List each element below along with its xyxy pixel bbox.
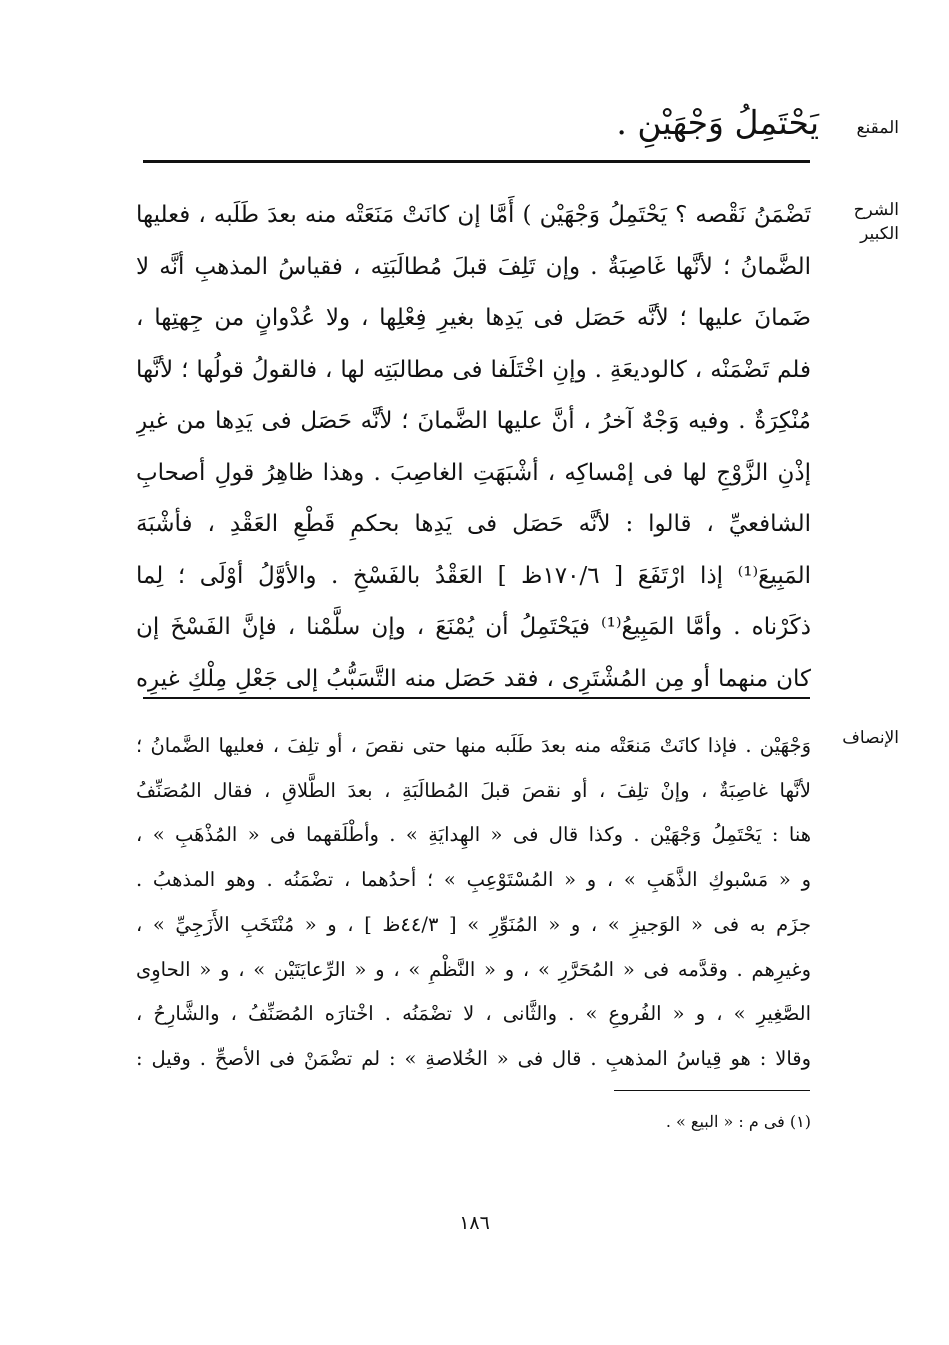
insaf-line: لأنَّها غاصِبَةٌ ، وإنْ تلِفَ ، أو نقصَ قبلَ المُطالَبَةِ ، بعدَ الطَّلاقِ ، فقال المُصَنِّفُ (136, 778, 811, 802)
header-section-label: المقنع (856, 118, 899, 138)
insaf-text (136, 724, 811, 1082)
insaf-line: الصَّغِيرِ » ، و « الفُروعِ » . والثَّانى ، لا تضْمَنُه . اخْتارَه المُصَنِّفُ ، والشَّارِحُ ، (136, 1002, 811, 1026)
sharh-line: المَبِيعَ⁽¹⁾ إذا ارْتَفَعَ [ ١٧٠/٦ظ ] العَقْدُ بالفَسْخِ . والأوَّلُ أوْلَى ؛ لِما (136, 562, 811, 589)
insaf-line: هنا : يَحْتَمِلُ وَجْهَيْن . وكذا قال فى « الهِدايَةِ » . وأطْلَقهما فى « المُذْهَبِ » ، (136, 823, 811, 847)
header-rule (143, 160, 810, 163)
insaf-line: و « مَسْبوكِ الذَّهَبِ » ، و « المُسْتَوْعِبِ » ؛ أحدُهما ، تضْمَنُه . وهو المذهبُ . (136, 868, 811, 892)
insaf-line: وغيرِهم . وقدَّمه فى « المُحَرَّرِ » ، و « النَّظْمِ » ، و « الرِّعايَتَيْن » ، و « الحاوِى (136, 957, 811, 981)
sharh-line: كان منهما أو مِن المُشْتَرِى ، فقد حَصَل منه التَّسَبُّبُ إلى جَعْلِ مِلْكِ غيرِه (136, 665, 811, 692)
insaf-label: الإنصاف (842, 728, 899, 748)
sharh-line: تَضْمَنُ نَقْصه ؟ يَحْتَمِلُ وَجْهَيْن ) أَمَّا إن كانَتْ مَنَعَتْه منه بعدَ طَلَبه ، فعليها (136, 202, 811, 228)
insaf-line: جزَم به فى « الوَجيزِ » ، و « المُنَوِّرِ » [ ٤٤/٣ظ ] ، و « مُنْتَخَبِ الأَزَجِيِّ » ، (136, 912, 811, 936)
sharh-line: الضَّمانُ ؛ لأنَّها غَاصِبَةٌ . وإن تَلِفَ قبلَ مُطالَبَتِه ، فقياسُ المذهبِ أنَّه لا (136, 253, 811, 280)
sharh-text (136, 190, 811, 705)
sharh-line: فلم تَضْمَنْه ، كالوديعَةِ . وإنِ اخْتَلَفا فى مطالبَتِه لها ، فالقولُ قولُها ؛ لأنَّها (136, 356, 811, 383)
sharh-label: الشرح الكبير (853, 200, 899, 244)
sharh-line: ضَمانَ عليها ؛ لأنَّه حَصَل فى يَدِها بغيرِ فِعْلِها ، ولا عُدْوانٍ من جِهتِها ، (136, 305, 811, 331)
sharh-line: الشافعيِّ ، قالوا : لأنَّه حَصَل فى يَدِها بحكمِ قَطْعِ العَقْدِ ، فأشْبَهَ (136, 511, 811, 537)
footnote-rule (614, 1090, 810, 1091)
header-text: يَحْتَمِلُ وَجْهَيْنِ . (616, 103, 819, 142)
insaf-line: وَجْهَيْن . فإذا كانَتْ مَنعَتْه منه بعدَ طَلَبه منها حتى نقصَ ، أو تلِفَ ، فعليها الضَّمانُ ؛ (136, 734, 811, 757)
sharh-line: ذكَرْناه . وأمَّا المَبِيعُ⁽¹⁾ فيَحْتَمِلُ أن يُمْنَعَ ، وإن سلَّمْنا ، فإنَّ الفَسْخَ إن (136, 614, 811, 640)
page-number: ١٨٦ (459, 1212, 490, 1234)
footnote: (١) فى م : « البيع » . (665, 1112, 811, 1131)
section-divider (143, 697, 810, 699)
sharh-line: مُنْكِرَةٌ . وفيه وَجْهٌ آخرُ ، أنَّ عليها الضَّمانَ ؛ لأنَّه حَصَل فى يَدِها من غيرِ (136, 408, 811, 434)
sharh-line: إذْنِ الزَّوْجِ لها فى إمْساكِه ، أشْبَهَتِ الغاصِبَ . وهذا ظاهِرُ قولِ أصحابِ (136, 459, 811, 486)
insaf-line: وقالا : هو قِياسُ المذهبِ . قال فى « الخُلاصةِ » : لم تضْمَنْ فى الأصحِّ . وقيل : (136, 1046, 811, 1070)
